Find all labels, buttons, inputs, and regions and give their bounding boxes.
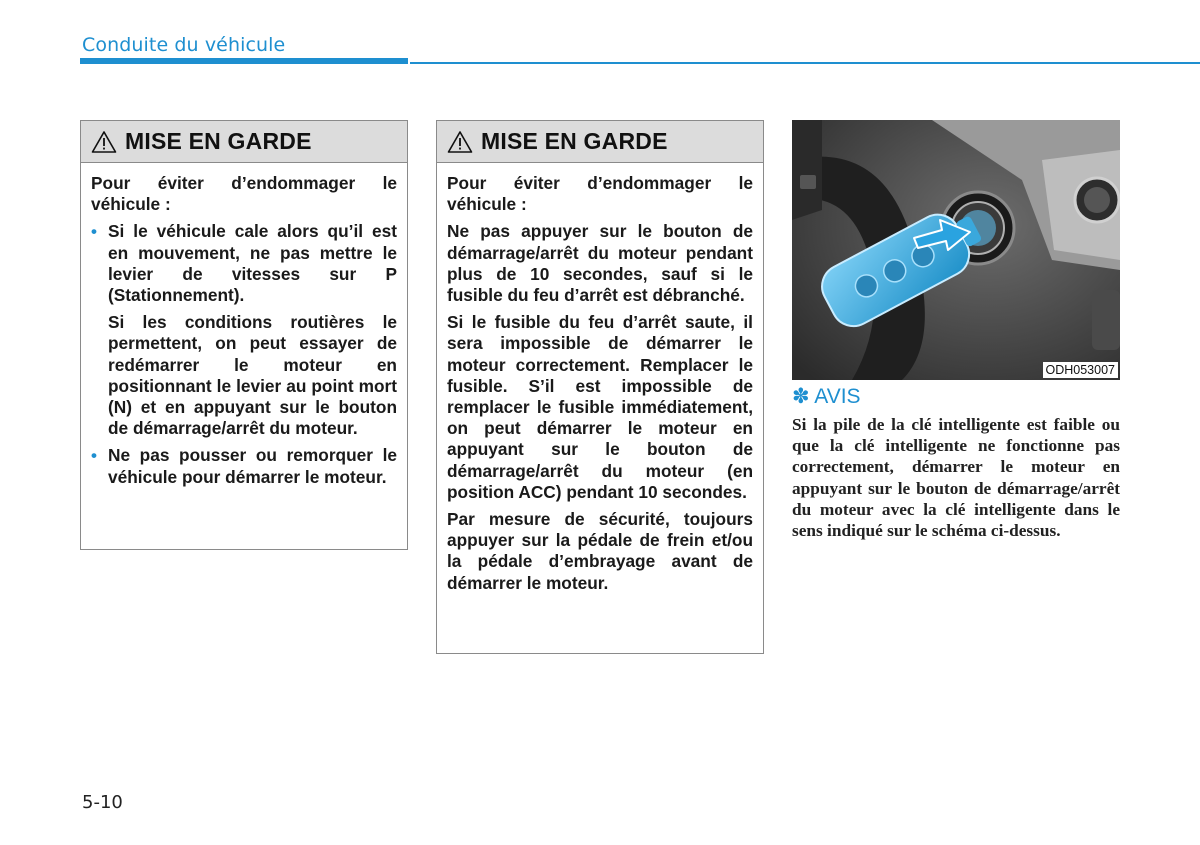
bullet-dot-icon: •: [91, 446, 97, 466]
bullet-text: Si le véhicule cale alors qu’il est en mouvement, ne pas mettre le levier de vitesses sur P (Stationnement).: [108, 221, 397, 306]
caution-box-right: [436, 120, 764, 654]
caution-body: [81, 163, 407, 504]
caution-title: MISE EN GARDE: [125, 128, 312, 154]
notice-text: Si la pile de la clé intelligente est faible ou que la clé intelligente ne fonctionne pas correctement, démarrer le moteur en appuyant sur le bouton de démarrage/arrêt du moteur avec la clé intelligente dans le sens indiqué sur le schéma ci-dessus.: [792, 415, 1120, 541]
bullet-continuation: Si les conditions routières le permettent, on peut essayer de redémarrer le moteur en positionnant le levier au point mort (N) et en appuyant sur le bouton de démarrage/arrêt du moteur.: [108, 312, 397, 439]
caution-box-left: [80, 120, 408, 550]
caution-header: [437, 121, 763, 163]
section-title: Conduite du véhicule: [82, 34, 286, 56]
bullet-text: Ne pas pousser ou remorquer le véhicule pour démarrer le moteur.: [108, 445, 397, 487]
page-number: 5-10: [82, 792, 123, 813]
caution-title: MISE EN GARDE: [481, 128, 668, 154]
smart-key-illustration: [792, 120, 1120, 380]
warning-triangle-icon: [447, 130, 473, 154]
caution-paragraph: Par mesure de sécurité, toujours appuyer sur la pédale de frein et/ou la pédale d’embrayage avant de démarrer le moteur.: [447, 509, 753, 593]
caution-body: [437, 163, 763, 610]
bullet-item: [91, 445, 397, 487]
header-rule-thin: [410, 62, 1200, 64]
caution-header: [81, 121, 407, 163]
caution-intro: Pour éviter d’endommager le véhicule :: [447, 173, 753, 215]
caution-intro: Pour éviter d’endommager le véhicule :: [91, 173, 397, 215]
warning-triangle-icon: [91, 130, 117, 154]
bullet-item: [91, 221, 397, 306]
caution-paragraph: Si le fusible du feu d’arrêt saute, il sera impossible de démarrer le moteur correctement. Remplacer le fusible. S’il est impossible de remplacer le fusible immédiatement, on peut démarrer le moteur en appuyant sur le bouton de démarrage/arrêt du moteur (en position ACC) pendant 10 secondes.: [447, 312, 753, 502]
header-rule-thick: [80, 58, 408, 64]
smart-key-photo: [792, 120, 1120, 380]
notice-title: ✽ AVIS: [792, 385, 861, 408]
caution-paragraph: Ne pas appuyer sur le bouton de démarrage/arrêt du moteur pendant plus de 10 secondes, sauf si le fusible du feu d’arrêt est débranché.: [447, 221, 753, 306]
figure-code: ODH053007: [1043, 362, 1119, 378]
bullet-dot-icon: •: [91, 222, 97, 242]
